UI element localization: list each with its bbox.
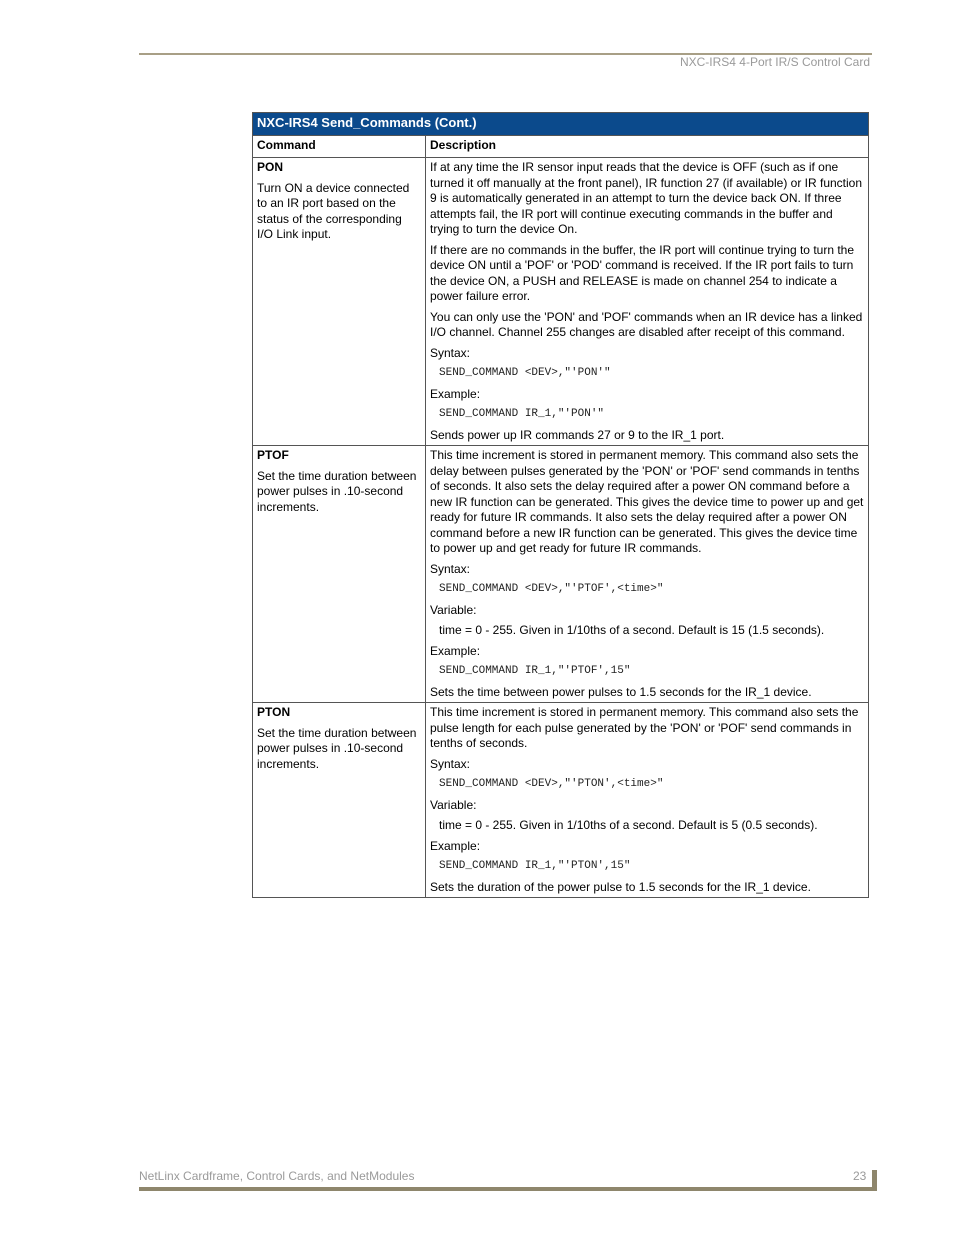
syntax-label: Syntax: xyxy=(430,756,471,771)
example-label: Example: xyxy=(430,838,481,853)
description-cell xyxy=(426,703,869,898)
example-result: Sends power up IR commands 27 or 9 to the IR_1 port. xyxy=(430,427,725,442)
description-paragraph: If at any time the IR sensor input reads that the device is OFF (such as if one turned it off manually at the front panel), IR function 27 (if available) or IR function 9 is automatically generated in an attempt to turn the device back ON. If three attempts fail, the IR port will continue executing commands in the buffer and trying to turn the device On. xyxy=(430,160,863,236)
example-code: SEND_COMMAND IR_1,"'PTON',15" xyxy=(439,860,631,872)
syntax-label: Syntax: xyxy=(430,561,471,576)
description-paragraph: You can only use the 'PON' and 'POF' commands when an IR device has a linked I/O channel. Channel 255 changes are disabled after receipt of this command. xyxy=(430,309,863,339)
command-name: PTOF xyxy=(257,448,289,462)
syntax-code: SEND_COMMAND <DEV>,"'PTON',<time>" xyxy=(439,778,664,790)
description-paragraph: If there are no commands in the buffer, the IR port will continue trying to turn the device ON until a 'POF' or 'POD' command is received. If the IR port fails to turn the device ON, a PUSH and RELEASE is made on channel 254 to indicate a power failure error. xyxy=(430,242,855,303)
example-result: Sets the time between power pulses to 1.5 seconds for the IR_1 device. xyxy=(430,684,812,699)
command-summary: Set the time duration between power pulses in .10-second increments. xyxy=(257,468,417,514)
table-row xyxy=(253,158,869,446)
page-number: 23 xyxy=(853,1169,867,1183)
example-code: SEND_COMMAND IR_1,"'PON'" xyxy=(439,408,605,420)
send-commands-table xyxy=(252,112,869,898)
description-paragraph: This time increment is stored in permanent memory. This command also sets the delay between pulses generated by the 'PON' or 'POF' send commands in tenths of seconds. It also sets the delay required after a power ON command before a new IR function can be generated. This gives the device time to power up and get ready for future IR commands. It also sets the delay required after a power ON command before a new IR function can be generated. This gives the device time to power up and get ready for future IR commands. xyxy=(430,448,864,555)
variable-text: time = 0 - 255. Given in 1/10ths of a second. Default is 5 (0.5 seconds). xyxy=(439,818,818,832)
command-cell xyxy=(253,158,426,446)
example-label: Example: xyxy=(430,643,481,658)
footer-title: NetLinx Cardframe, Control Cards, and NetModules xyxy=(139,1169,415,1183)
footer-tick xyxy=(872,1170,877,1191)
command-summary: Set the time duration between power pulses in .10-second increments. xyxy=(257,725,417,771)
command-cell xyxy=(253,703,426,898)
example-code: SEND_COMMAND IR_1,"'PTOF',15" xyxy=(439,665,631,677)
column-header-description: Description xyxy=(426,136,869,158)
variable-text: time = 0 - 255. Given in 1/10ths of a second. Default is 15 (1.5 seconds). xyxy=(439,623,825,637)
variable-label: Variable: xyxy=(430,602,477,617)
command-summary: Turn ON a device connected to an IR port based on the status of the corresponding I/O Link input. xyxy=(257,180,410,241)
variable-label: Variable: xyxy=(430,797,477,812)
footer-rule xyxy=(139,1187,872,1191)
example-result: Sets the duration of the power pulse to 1.5 seconds for the IR_1 device. xyxy=(430,879,811,894)
command-name: PON xyxy=(257,160,284,174)
example-label: Example: xyxy=(430,386,481,401)
description-cell xyxy=(426,446,869,703)
syntax-label: Syntax: xyxy=(430,345,471,360)
table-row xyxy=(253,446,869,703)
syntax-code: SEND_COMMAND <DEV>,"'PON'" xyxy=(439,367,611,379)
table-row xyxy=(253,703,869,898)
syntax-code: SEND_COMMAND <DEV>,"'PTOF',<time>" xyxy=(439,583,664,595)
description-cell xyxy=(426,158,869,446)
running-header: NXC-IRS4 4-Port IR/S Control Card xyxy=(679,55,870,69)
column-header-command: Command xyxy=(253,136,426,158)
table-title: NXC-IRS4 Send_Commands (Cont.) xyxy=(253,113,869,136)
command-cell xyxy=(253,446,426,703)
description-paragraph: This time increment is stored in permanent memory. This command also sets the pulse length for each pulse generated by the 'PON' or 'POF' send commands in tenths of seconds. xyxy=(430,705,859,750)
command-name: PTON xyxy=(257,705,291,719)
